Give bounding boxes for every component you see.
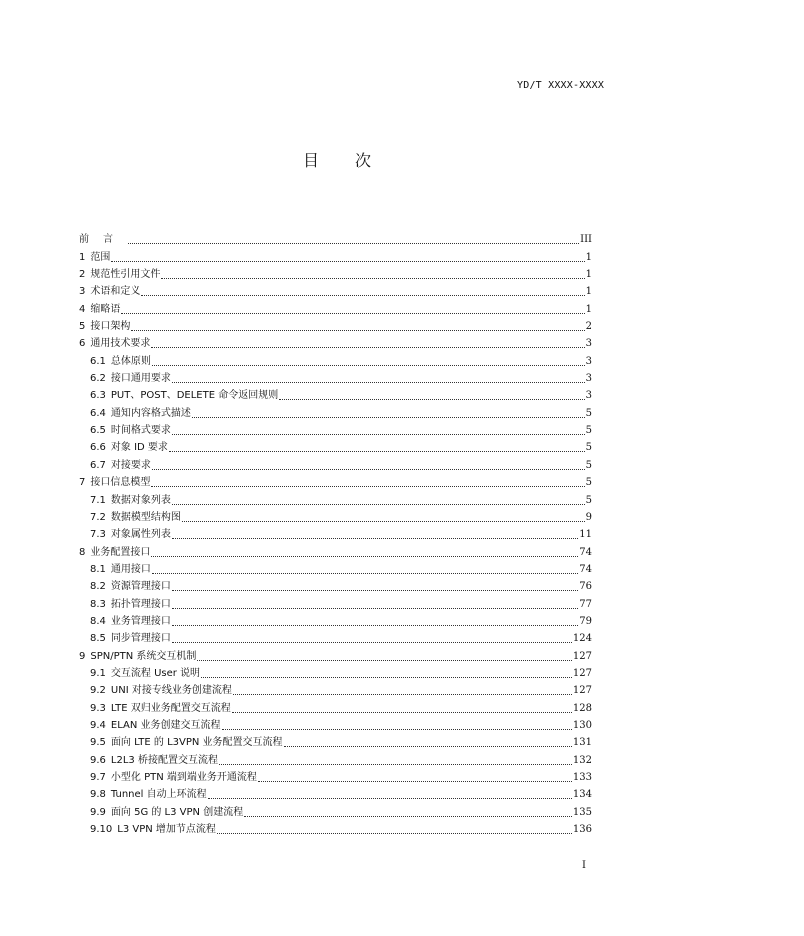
- toc-entry-label: 面向 LTE 的 L3VPN 业务配置交互流程: [110, 737, 283, 749]
- toc-entry-label: 对象 ID 要求: [110, 442, 168, 454]
- toc-entry-page: 128: [572, 702, 592, 714]
- toc-entry-page: 131: [572, 737, 592, 749]
- toc-entry-label: 同步管理接口: [110, 633, 171, 645]
- toc-entry-label: 通用接口: [110, 563, 151, 575]
- toc-dot-leader: [152, 469, 585, 470]
- toc-entry-page: 5: [585, 459, 592, 471]
- toc-entry-page: 124: [572, 633, 592, 645]
- toc-entry-number: 5: [79, 321, 86, 333]
- toc-entry-label: ELAN 业务创建交互流程: [110, 719, 221, 731]
- toc-entry-label: 接口信息模型: [90, 477, 151, 489]
- toc-dot-leader: [151, 486, 584, 487]
- toc-entry[interactable]: [79, 541, 592, 558]
- toc-entry-page: 136: [572, 824, 592, 836]
- toc-entry[interactable]: [79, 732, 592, 749]
- toc-dot-leader: [233, 694, 572, 695]
- toc-entry-label: 总体原则: [110, 355, 151, 367]
- toc-entry-number: 6.3: [90, 390, 106, 402]
- toc-dot-leader: [152, 365, 585, 366]
- toc-entry-page: 133: [572, 772, 592, 783]
- toc-entry[interactable]: [79, 715, 592, 732]
- toc-entry-label: 业务配置接口: [90, 546, 151, 558]
- toc-entry-number: 9.10: [90, 824, 113, 836]
- toc-dot-leader: [128, 243, 579, 244]
- toc-entry-page: 74: [579, 563, 592, 575]
- toc-entry-page: 3: [585, 355, 592, 367]
- toc-entry[interactable]: [79, 454, 592, 471]
- toc-entry-label: 缩略语: [90, 303, 121, 315]
- toc-entry[interactable]: [79, 229, 592, 246]
- toc-entry-label: 接口通用要求: [110, 373, 171, 385]
- toc-entry-number: 8.3: [90, 598, 106, 610]
- toc-entry-label: 范围: [90, 251, 111, 263]
- toc-entry-page: 9: [585, 511, 592, 523]
- toc-entry-label: 接口架构: [90, 321, 131, 333]
- toc-entry-number: 6.6: [90, 442, 106, 454]
- toc-entry-number: 9.9: [90, 806, 106, 818]
- toc-entry-number: 8.2: [90, 581, 106, 593]
- toc-dot-leader: [172, 538, 578, 539]
- toc-entry-number: 8.1: [90, 563, 106, 575]
- toc-dot-leader: [161, 278, 584, 279]
- toc-entry-number: 9.4: [90, 719, 106, 731]
- toc-dot-leader: [152, 573, 578, 574]
- toc-entry-number: 4: [79, 303, 86, 315]
- toc-entry-label: 数据对象列表: [110, 494, 171, 506]
- toc-entry-number: 9.5: [90, 737, 106, 749]
- toc-entry[interactable]: [79, 819, 592, 836]
- toc-dot-leader: [151, 556, 578, 557]
- toc-entry[interactable]: [79, 576, 592, 593]
- toc-entry-label: 通用技术要求: [90, 338, 151, 350]
- toc-entry-label: 对接要求: [110, 459, 151, 471]
- toc-dot-leader: [172, 434, 585, 435]
- toc-entry-label: 业务管理接口: [110, 615, 171, 627]
- toc-entry-label: 通知内容格式描述: [110, 407, 191, 419]
- toc-entry[interactable]: [79, 628, 592, 645]
- toc-dot-leader: [258, 781, 572, 782]
- toc-entry-page: 127: [572, 685, 592, 697]
- toc-dot-leader: [131, 330, 584, 331]
- toc-entry-label: 拓扑管理接口: [110, 598, 171, 610]
- toc-entry-page: 3: [585, 390, 592, 402]
- toc-entry-label: 交互流程 User 说明: [110, 667, 201, 679]
- toc-entry[interactable]: [79, 524, 592, 541]
- toc-entry-page: 130: [572, 719, 592, 731]
- toc-entry-number: 7.3: [90, 529, 106, 541]
- toc-entry-number: 6: [79, 338, 86, 350]
- toc-entry[interactable]: [79, 697, 592, 714]
- toc-dot-leader: [201, 677, 572, 678]
- toc-entry-number: 8.4: [90, 615, 106, 627]
- toc-entry-number: 9.1: [90, 667, 106, 679]
- table-of-contents: [79, 229, 592, 836]
- toc-entry-page: 76: [579, 581, 592, 593]
- toc-entry[interactable]: [79, 507, 592, 524]
- toc-entry[interactable]: [79, 316, 592, 333]
- toc-entry[interactable]: [79, 593, 592, 610]
- toc-dot-leader: [219, 764, 572, 765]
- toc-entry-number: 8.5: [90, 633, 106, 645]
- toc-dot-leader: [151, 347, 584, 348]
- toc-dot-leader: [182, 521, 585, 522]
- toc-dot-leader: [172, 625, 578, 626]
- toc-dot-leader: [172, 608, 578, 609]
- toc-entry-label: 资源管理接口: [110, 581, 171, 593]
- toc-entry[interactable]: [79, 801, 592, 818]
- toc-dot-leader: [172, 590, 578, 591]
- document-code: YD/T XXXX-XXXX: [517, 80, 605, 91]
- toc-dot-leader: [192, 417, 585, 418]
- toc-entry-label: L3 VPN 增加节点流程: [117, 824, 216, 836]
- toc-entry-number: 6.1: [90, 355, 106, 367]
- toc-entry[interactable]: [79, 333, 592, 350]
- toc-entry-number: 9.8: [90, 789, 106, 801]
- toc-entry-number: 9: [79, 650, 86, 662]
- toc-entry[interactable]: [79, 559, 592, 576]
- toc-entry-page: 1: [585, 286, 592, 298]
- toc-dot-leader: [197, 660, 572, 661]
- toc-dot-leader: [232, 712, 572, 713]
- toc-entry-number: 7.1: [90, 494, 106, 506]
- toc-entry-page: 127: [572, 650, 592, 662]
- toc-entry[interactable]: [79, 767, 592, 784]
- toc-dot-leader: [172, 504, 585, 505]
- toc-entry-label: LTE 双归业务配置交互流程: [110, 702, 231, 714]
- toc-entry-label: SPN/PTN 系统交互机制: [90, 650, 197, 662]
- toc-entry-page: 79: [579, 615, 592, 627]
- toc-entry-label: 小型化 PTN 端到端业务开通流程: [110, 772, 257, 783]
- toc-entry[interactable]: [79, 680, 592, 697]
- toc-dot-leader: [284, 746, 572, 747]
- toc-entry-page: III: [580, 234, 592, 246]
- toc-entry-number: 9.6: [90, 754, 106, 766]
- toc-entry[interactable]: [79, 350, 592, 367]
- toc-entry[interactable]: [79, 784, 592, 801]
- toc-entry-number: 6.7: [90, 459, 106, 471]
- toc-entry-page: 127: [572, 667, 592, 679]
- toc-entry-number: 6.5: [90, 425, 106, 437]
- toc-entry-page: 132: [572, 754, 592, 766]
- toc-entry[interactable]: [79, 402, 592, 419]
- toc-entry[interactable]: [79, 749, 592, 766]
- toc-entry-label: 术语和定义: [90, 286, 141, 298]
- toc-dot-leader: [172, 382, 585, 383]
- toc-entry-label: 时间格式要求: [110, 425, 171, 437]
- toc-dot-leader: [121, 313, 584, 314]
- toc-entry-page: 5: [585, 494, 592, 506]
- toc-entry-number: 2: [79, 269, 86, 281]
- toc-entry[interactable]: [79, 489, 592, 506]
- toc-entry[interactable]: [79, 472, 592, 489]
- toc-dot-leader: [141, 295, 584, 296]
- toc-dot-leader: [208, 798, 572, 799]
- toc-entry[interactable]: [79, 281, 592, 298]
- toc-entry-number: 7.2: [90, 511, 106, 523]
- toc-entry-page: 3: [585, 373, 592, 385]
- toc-entry-page: 77: [579, 598, 592, 610]
- toc-dot-leader: [169, 451, 585, 452]
- toc-entry[interactable]: [79, 663, 592, 680]
- toc-entry[interactable]: [79, 611, 592, 628]
- toc-entry-page: 2: [585, 321, 592, 333]
- toc-entry-label: 面向 5G 的 L3 VPN 创建流程: [110, 806, 244, 818]
- toc-entry-page: 1: [585, 269, 592, 281]
- toc-entry-label: 规范性引用文件: [90, 269, 161, 281]
- toc-entry-page: 5: [585, 425, 592, 437]
- toc-entry-page: 1: [585, 251, 592, 263]
- toc-entry-page: 134: [572, 789, 592, 801]
- toc-entry-number: 6.4: [90, 407, 106, 419]
- toc-entry-page: 11: [579, 529, 592, 541]
- toc-title: 目次: [303, 151, 408, 170]
- toc-entry-page: 5: [585, 477, 592, 489]
- toc-entry-number: 9.2: [90, 685, 106, 697]
- toc-dot-leader: [222, 729, 572, 730]
- toc-entry[interactable]: [79, 420, 592, 437]
- toc-dot-leader: [172, 642, 572, 643]
- toc-entry-number: 3: [79, 286, 86, 298]
- toc-entry[interactable]: [79, 645, 592, 662]
- toc-entry-page: 1: [585, 303, 592, 315]
- toc-entry-label: UNI 对接专线业务创建流程: [110, 685, 232, 697]
- page-number: I: [582, 860, 586, 871]
- toc-entry-label: 前言: [79, 234, 127, 246]
- toc-entry-number: 8: [79, 546, 86, 558]
- toc-entry-label: PUT、POST、DELETE 命令返回规则: [110, 390, 279, 402]
- toc-dot-leader: [279, 399, 584, 400]
- toc-entry-number: 9.3: [90, 702, 106, 714]
- toc-entry[interactable]: [79, 437, 592, 454]
- toc-entry[interactable]: [79, 264, 592, 281]
- toc-entry-label: 对象属性列表: [110, 529, 171, 541]
- toc-dot-leader: [217, 833, 572, 834]
- toc-entry-number: 1: [79, 251, 86, 263]
- toc-entry-number: 6.2: [90, 373, 106, 385]
- toc-dot-leader: [244, 816, 572, 817]
- toc-entry[interactable]: [79, 298, 592, 315]
- toc-entry-page: 5: [585, 407, 592, 419]
- toc-entry-page: 74: [579, 546, 592, 558]
- toc-entry-page: 5: [585, 442, 592, 454]
- toc-entry-page: 3: [585, 338, 592, 350]
- toc-entry-number: 7: [79, 477, 86, 489]
- toc-entry-page: 135: [572, 806, 592, 818]
- toc-entry-number: 9.7: [90, 772, 106, 783]
- toc-entry-label: L2L3 桥接配置交互流程: [110, 754, 218, 766]
- toc-entry[interactable]: [79, 368, 592, 385]
- toc-entry[interactable]: [79, 385, 592, 402]
- toc-entry-label: Tunnel 自动上环流程: [110, 789, 207, 801]
- toc-entry-label: 数据模型结构图: [110, 511, 181, 523]
- toc-dot-leader: [111, 261, 584, 262]
- toc-entry[interactable]: [79, 246, 592, 263]
